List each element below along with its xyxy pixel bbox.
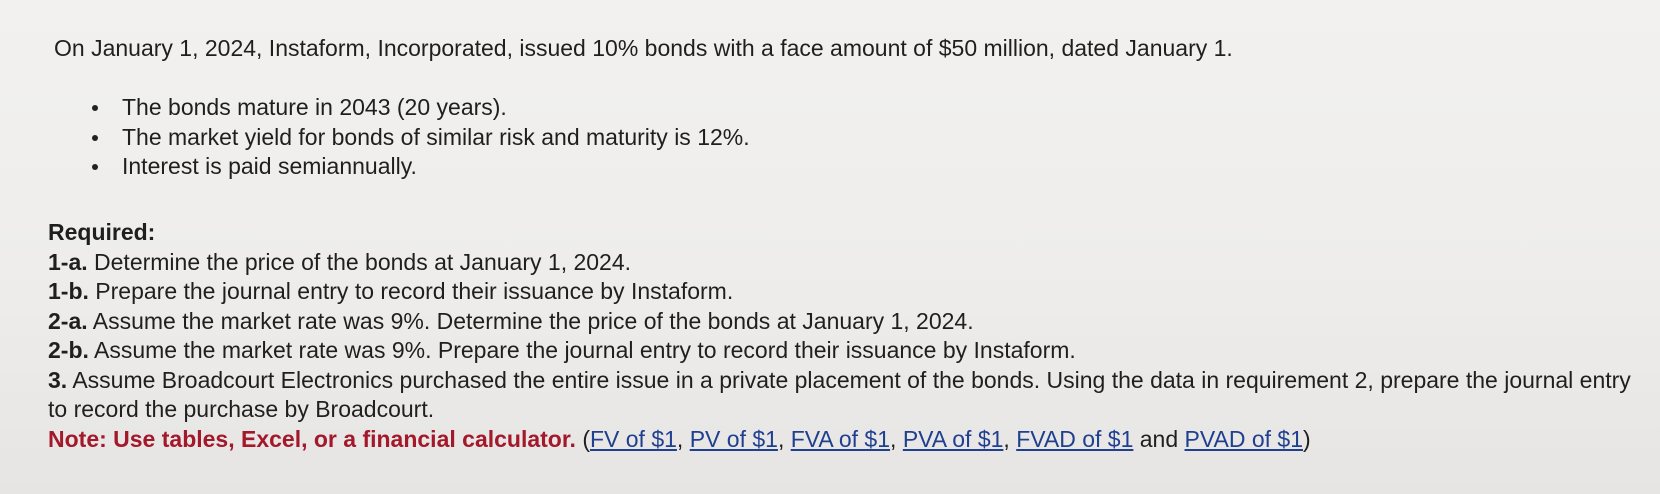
requirement-number: 2-a.: [48, 307, 88, 334]
separator: ,: [1003, 425, 1017, 452]
requirements-section: [48, 218, 1648, 454]
list-item: [88, 123, 750, 153]
requirement-text: Assume the market rate was 9%. Determine the price of the bonds at January 1, 2024.: [92, 307, 974, 334]
separator: ,: [676, 425, 690, 452]
paren-close: ): [1303, 425, 1311, 452]
pvad-table-link[interactable]: PVAD of $1: [1184, 425, 1304, 452]
requirement-item: [48, 366, 1648, 425]
bullet-icon: [92, 135, 98, 141]
pv-table-link[interactable]: PV of $1: [689, 425, 778, 452]
requirement-item: [48, 248, 1648, 278]
fvad-table-link[interactable]: FVAD of $1: [1016, 425, 1134, 452]
list-item: [88, 93, 750, 123]
requirement-number: 2-b.: [48, 337, 89, 363]
requirement-number: 3.: [48, 366, 68, 393]
requirement-text: Prepare the journal entry to record their issuance by Instaform.: [95, 278, 734, 304]
paren-open: (: [582, 425, 590, 452]
note-label: Note: Use tables, Excel, or a financial calculator.: [48, 425, 576, 452]
requirement-item: [48, 307, 1648, 337]
separator: ,: [777, 425, 791, 452]
bullet-icon: [92, 105, 98, 111]
requirement-item: [48, 277, 1648, 307]
fact-text: The bonds mature in 2043 (20 years).: [122, 94, 507, 120]
requirement-text: Assume the market rate was 9%. Prepare the journal entry to record their issuance by Instaform.: [94, 337, 1076, 363]
fv-table-link[interactable]: FV of $1: [589, 425, 677, 452]
requirement-text: Determine the price of the bonds at January 1, 2024.: [94, 248, 632, 275]
note-line: [48, 425, 1648, 455]
bullet-icon: [92, 164, 98, 170]
facts-list: [88, 93, 750, 182]
pva-table-link[interactable]: PVA of $1: [902, 425, 1004, 452]
separator: ,: [890, 425, 903, 452]
requirement-item: [48, 336, 1648, 366]
problem-intro: On January 1, 2024, Instaform, Incorporated, issued 10% bonds with a face amount of $50 million, dated January 1.: [54, 35, 1233, 61]
requirements-heading: Required:: [48, 219, 156, 245]
fva-table-link[interactable]: FVA of $1: [790, 425, 891, 452]
fact-text: Interest is paid semiannually.: [122, 153, 417, 179]
requirement-number: 1-b.: [48, 278, 89, 304]
fact-text: The market yield for bonds of similar risk and maturity is 12%.: [122, 123, 750, 150]
requirement-text: Assume Broadcourt Electronics purchased the entire issue in a private placement of the bonds. Using the data in requirement 2, prepare the journal entry to record the purchase by Broadcourt.: [48, 366, 1631, 422]
and-text: and: [1133, 425, 1185, 452]
list-item: [88, 152, 750, 182]
requirement-number: 1-a.: [48, 248, 88, 275]
